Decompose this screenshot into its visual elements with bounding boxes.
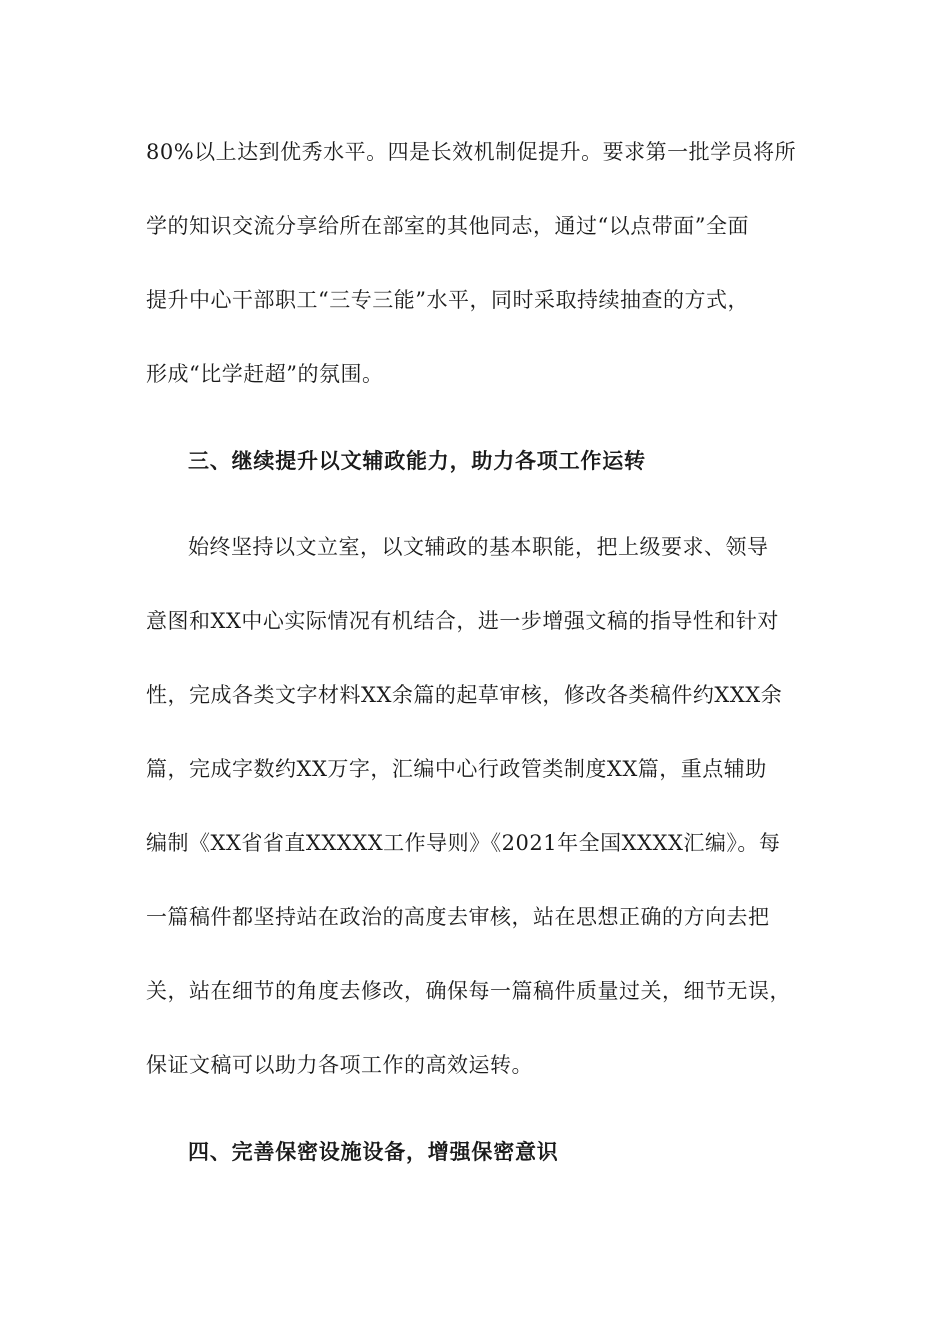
paragraph-2-line-1: 始终坚持以文立室，以文辅政的基本职能，把上级要求、领导 — [188, 535, 769, 559]
paragraph-2-line-4: 篇，完成字数约XX万字，汇编中心行政管类制度XX篇，重点辅助 — [146, 757, 767, 781]
paragraph-2-line-7: 关，站在细节的角度去修改，确保每一篇稿件质量过关，细节无误， — [146, 979, 791, 1003]
paragraph-1-line-1: 80%以上达到优秀水平。四是长效机制促提升。要求第一批学员将所 — [146, 140, 797, 164]
paragraph-2-line-3: 性，完成各类文字材料XX余篇的起草审核，修改各类稿件约XXX余 — [146, 683, 783, 707]
paragraph-2-line-5: 编制《XX省省直XXXXX工作导则》《2021年全国XXXX汇编》。每 — [146, 831, 781, 855]
paragraph-2-line-6: 一篇稿件都坚持站在政治的高度去审核，站在思想正确的方向去把 — [146, 905, 770, 929]
paragraph-2-line-2: 意图和XX中心实际情况有机结合，进一步增强文稿的指导性和针对 — [146, 609, 779, 633]
paragraph-1-line-3: 提升中心干部职工“三专三能”水平，同时采取持续抽查的方式， — [146, 288, 749, 312]
paragraph-2-line-8: 保证文稿可以助力各项工作的高效运转。 — [146, 1053, 533, 1077]
paragraph-1-line-2: 学的知识交流分享给所在部室的其他同志，通过“以点带面”全面 — [146, 214, 749, 238]
paragraph-1-line-4: 形成“比学赶超”的氛围。 — [146, 362, 384, 386]
section-heading-4: 四、完善保密设施设备，增强保密意识 — [188, 1139, 559, 1164]
section-heading-3: 三、继续提升以文辅政能力，助力各项工作运转 — [188, 448, 646, 473]
